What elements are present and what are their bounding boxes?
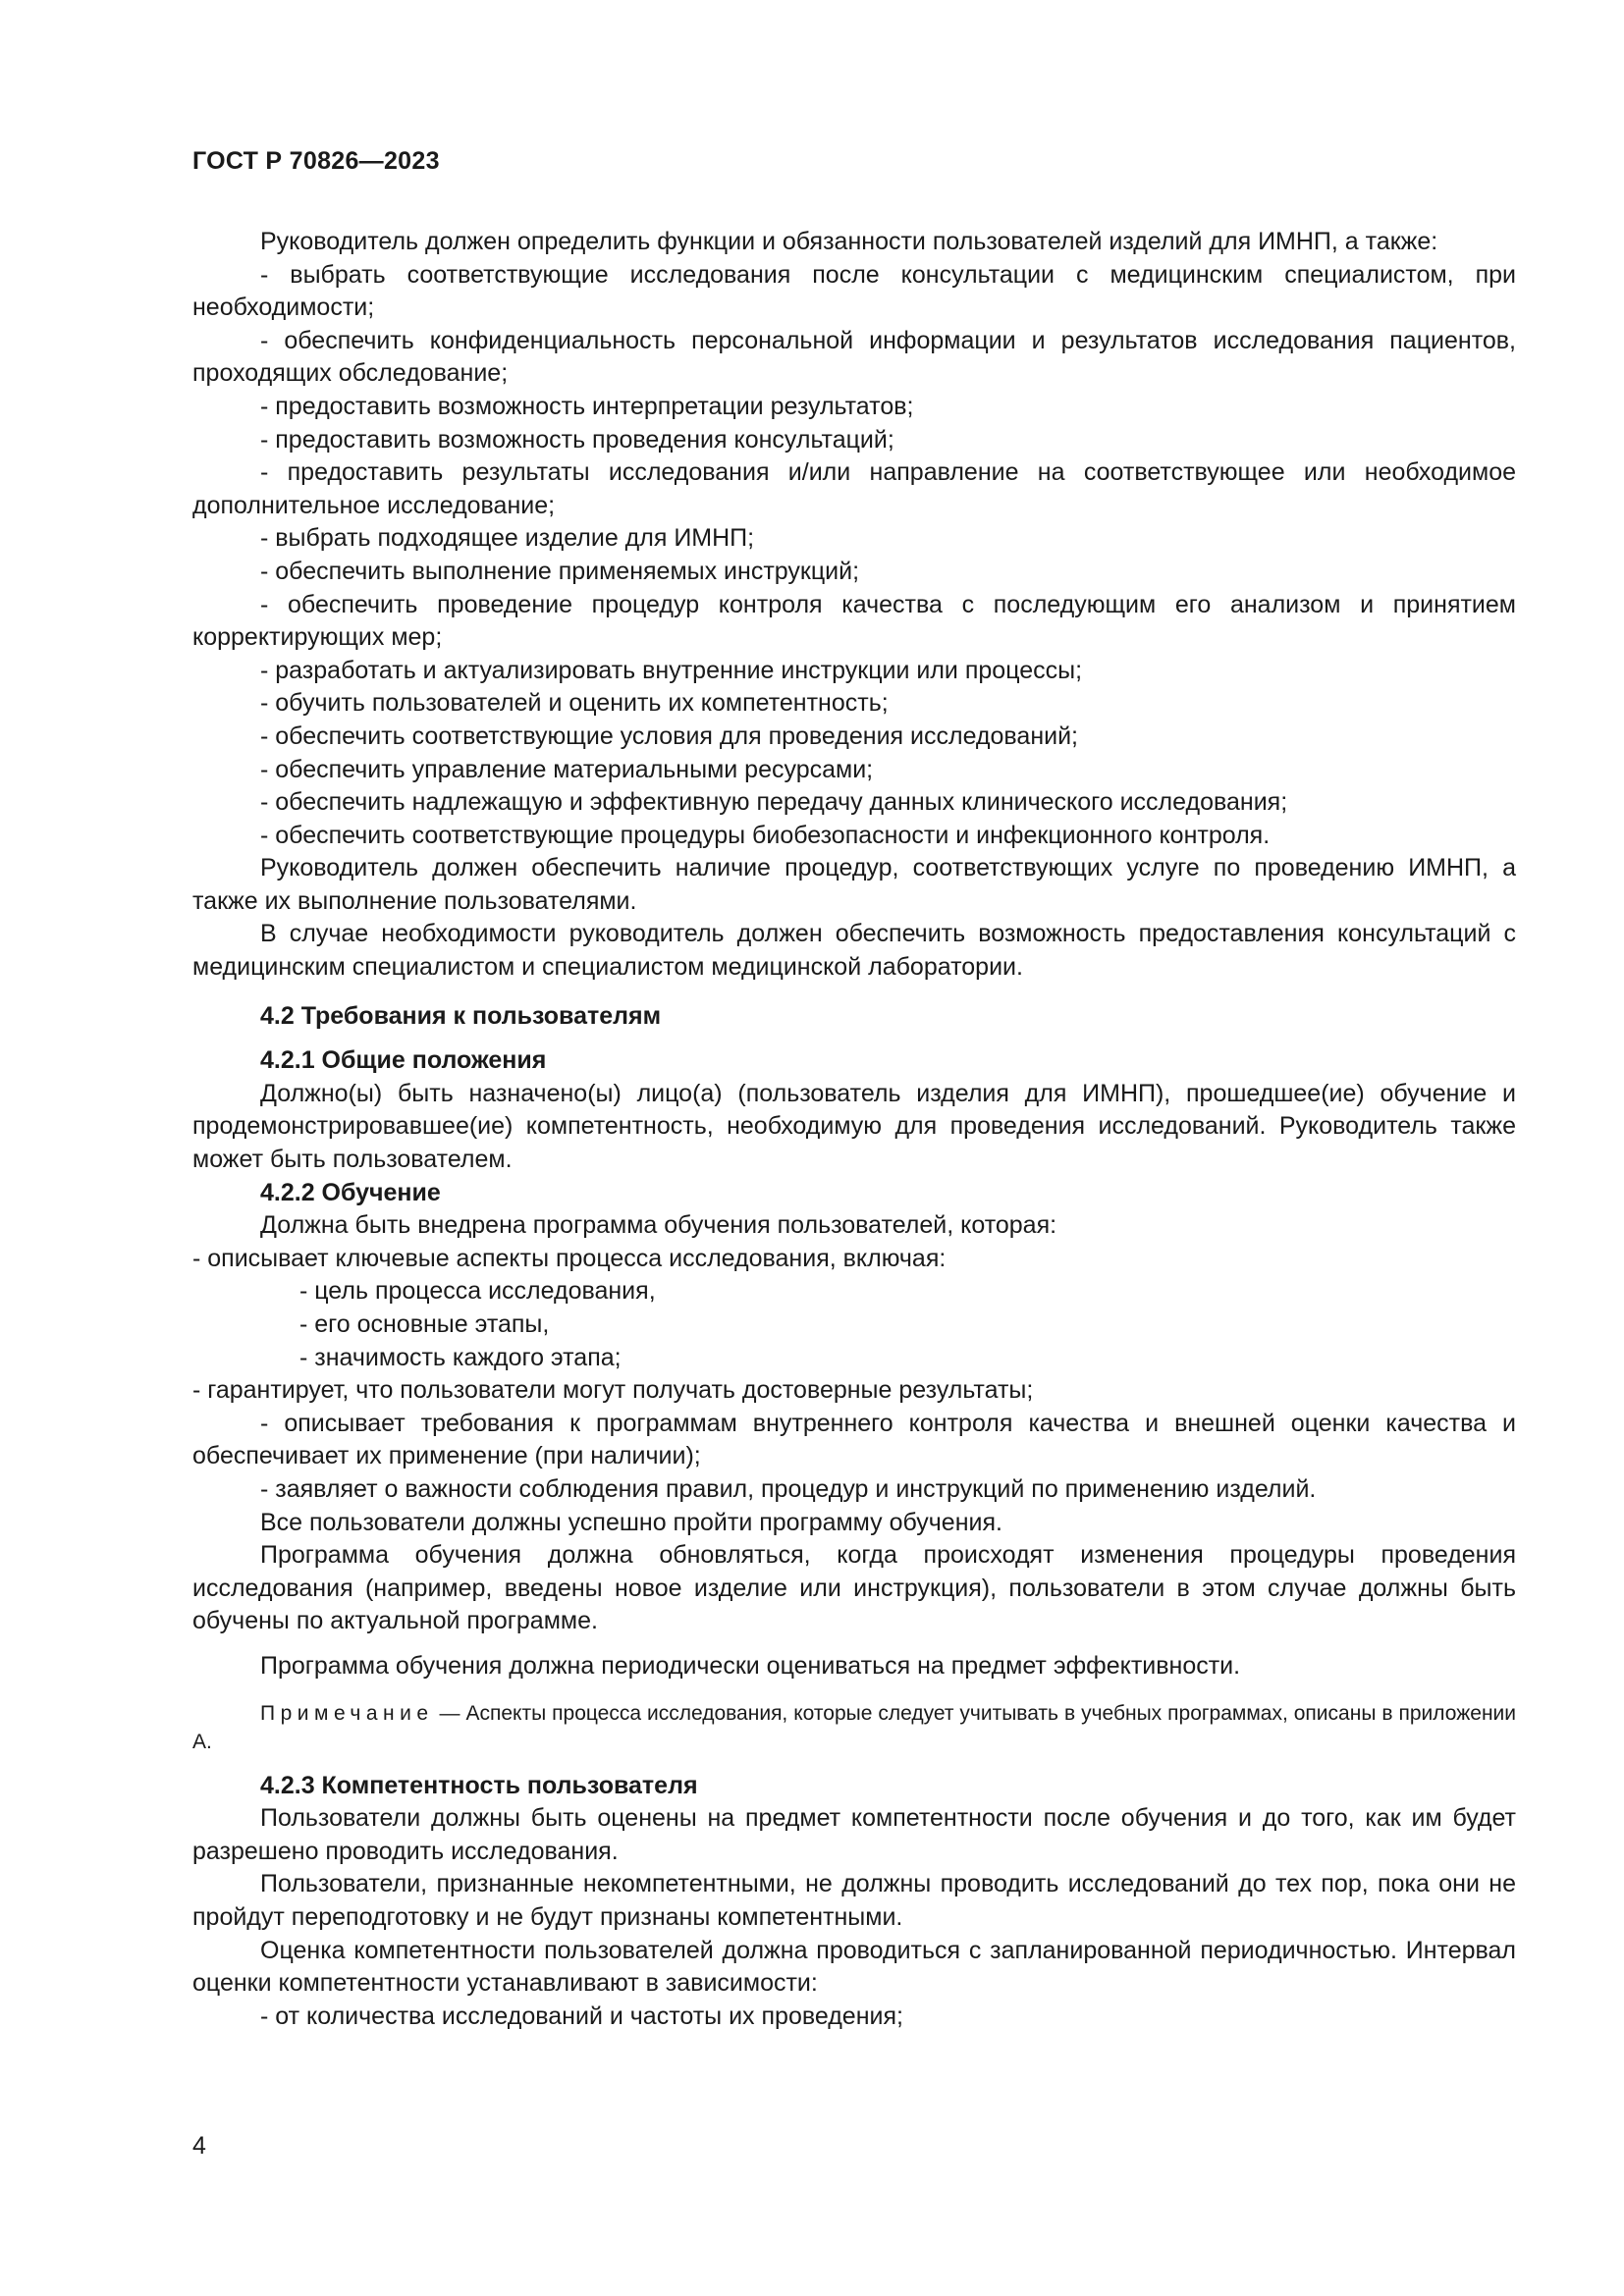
list-item: - предоставить возможность интерпретации результатов; <box>260 392 914 420</box>
section-heading-4-2: 4.2 Требования к пользователям <box>260 1001 662 1030</box>
list-item: - обеспечить соответствующие процедуры биобезопасности и инфекционного контроля. <box>260 821 1271 849</box>
list-item: - обеспечить выполнение применяемых инструкций; <box>260 557 860 585</box>
list-item: - описывает ключевые аспекты процесса исследования, включая: <box>192 1244 947 1272</box>
section-heading-4-2-3: 4.2.3 Компетентность пользователя <box>260 1771 698 1799</box>
paragraph: Руководитель должен обеспечить наличие процедур, соответствующих услуге по проведению ИМНП, а также их выполнение пользователями. <box>192 854 1516 915</box>
paragraph: Пользователи, признанные некомпетентными, не должны проводить исследований до тех пор, пока они не пройдут переподготовку и не будут признаны компетентными. <box>192 1870 1516 1931</box>
paragraph: Программа обучения должна периодически оцениваться на предмет эффективности. <box>260 1651 1241 1680</box>
list-item: - гарантирует, что пользователи могут получать достоверные результаты; <box>192 1376 1034 1405</box>
sub-list-item: - цель процесса исследования, <box>299 1277 656 1306</box>
paragraph: В случае необходимости руководитель должен обеспечить возможность предоставления консультаций с медицинским специалистом и специалистом медицинской лаборатории. <box>192 920 1516 982</box>
list-item: - предоставить возможность проведения консультаций; <box>260 425 894 454</box>
list-item: - выбрать соответствующие исследования после консультации с медицинским специалистом, при необходимости; <box>192 260 1516 322</box>
section-heading-4-2-2: 4.2.2 Обучение <box>260 1178 441 1206</box>
list-item: - обеспечить соответствующие условия для проведения исследований; <box>260 721 1078 750</box>
paragraph: Программа обучения должна обновляться, когда происходят изменения процедуры проведения исследования (например, введены новое изделие или инструкция), пользователи в этом случае должны быть обучены по актуальной программе. <box>192 1541 1516 1635</box>
list-item: - обеспечить управление материальными ресурсами; <box>260 755 874 783</box>
list-item: - обучить пользователей и оценить их компетентность; <box>260 689 889 718</box>
list-item: - заявляет о важности соблюдения правил, процедур и инструкций по применению изделий. <box>260 1474 1317 1503</box>
list-item: - предоставить результаты исследования и/или направление на соответствующее или необходимое дополнительное исследование; <box>192 458 1516 519</box>
document-body <box>192 226 1516 2033</box>
paragraph: Пользователи должны быть оценены на предмет компетентности после обучения и до того, как им будет разрешено проводить исследования. <box>192 1804 1516 1865</box>
note-text: — Аспекты процесса исследования, которые следует учитывать в учебных программах, описаны в приложении А. <box>192 1701 1516 1753</box>
paragraph: Должна быть внедрена программа обучения пользователей, которая: <box>260 1211 1057 1240</box>
list-item: - обеспечить проведение процедур контроля качества с последующим его анализом и принятием корректирующих мер; <box>192 590 1516 652</box>
sub-list-item: - его основные этапы, <box>299 1310 550 1338</box>
paragraph: Оценка компетентности пользователей должна проводиться с запланированной периодичностью. Интервал оценки компетентности устанавливают в зависимости: <box>192 1936 1516 1998</box>
list-item: - описывает требования к программам внутреннего контроля качества и внешней оценки качества и обеспечивает их применение (при наличии); <box>192 1409 1516 1470</box>
note-label: Примечание <box>260 1701 434 1725</box>
list-item: - обеспечить надлежащую и эффективную передачу данных клинического исследования; <box>260 788 1288 817</box>
note <box>192 1699 1516 1756</box>
paragraph: Руководитель должен определить функции и обязанности пользователей изделий для ИМНП, а также: <box>260 228 1438 255</box>
section-heading-4-2-1: 4.2.1 Общие положения <box>260 1046 547 1075</box>
paragraph: Должно(ы) быть назначено(ы) лицо(а) (пользователь изделия для ИМНП), прошедшее(ие) обучение и продемонстрировавшее(ие) компетентность, необходимую для проведения исследований. Руководитель также может быть пользователем. <box>192 1079 1516 1174</box>
list-item: - разработать и актуализировать внутренние инструкции или процессы; <box>260 656 1083 684</box>
list-item: - обеспечить конфиденциальность персональной информации и результатов исследования пациентов, проходящих обследование; <box>192 326 1516 388</box>
list-item: - от количества исследований и частоты их проведения; <box>260 2002 903 2030</box>
page-number: 4 <box>192 2132 206 2160</box>
sub-list-item: - значимость каждого этапа; <box>299 1343 622 1371</box>
list-item: - выбрать подходящее изделие для ИМНП; <box>260 524 755 553</box>
doc-code-header: ГОСТ Р 70826—2023 <box>192 147 440 175</box>
paragraph: Все пользователи должны успешно пройти программу обучения. <box>260 1508 1002 1536</box>
